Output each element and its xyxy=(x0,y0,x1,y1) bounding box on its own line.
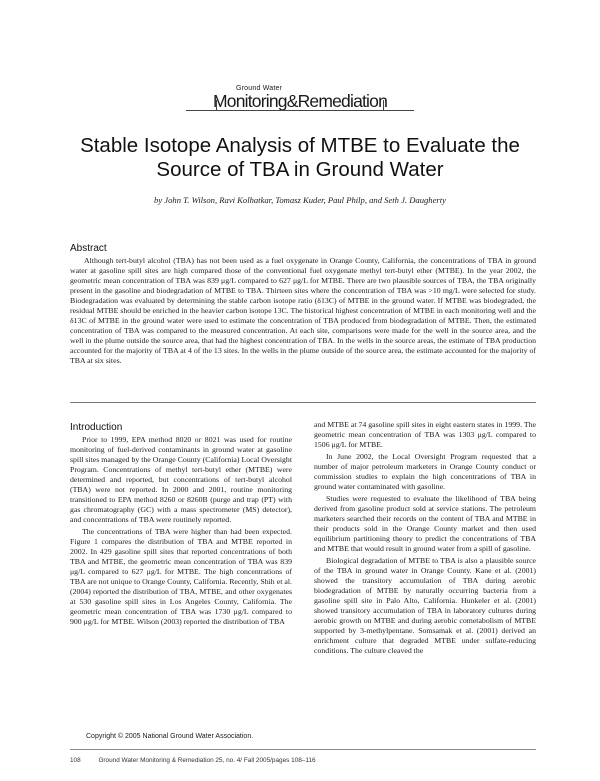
masthead-small-text: Ground Water xyxy=(236,85,283,92)
body-column-left xyxy=(70,435,292,629)
introduction-heading: Introduction xyxy=(70,422,123,433)
article-title: Stable Isotope Analysis of MTBE to Evaluate the Source of TBA in Ground Water xyxy=(80,134,520,181)
footer-rule xyxy=(70,749,536,750)
masthead-tick-left xyxy=(216,100,217,110)
masthead-rule xyxy=(186,110,414,111)
masthead-tick-right xyxy=(383,100,384,110)
abstract-heading: Abstract xyxy=(70,243,107,254)
paragraph: In June 2002, the Local Oversight Program requested that a number of major petroleum marketers in Orange County conduct or commission studies to explain the high concentrations of TBA in ground water contaminated with gasoline. xyxy=(314,452,536,491)
paragraph: Prior to 1999, EPA method 8020 or 8021 was used for routine monitoring of fuel-derived contaminants in ground water at gasoline spill sites managed by the Orange County (California) Local Oversight Program. Concentrations of methyl tert-butyl ether (MTBE) were determined and reported, but concentrations of tert-butyl alcohol (TBA) were not reported. In 2000 and 2001, routine monitoring transitioned to EPA method 8260 or 8260B (purge and trap (PT) with gas chromatography (GC) with a mass spectrometer (MS) detector), and concentrations of TBA were routinely reported. xyxy=(70,435,292,524)
paragraph: and MTBE at 74 gasoline spill sites in eight eastern states in 1999. The geometric mean concentration of TBA was 1303 μg/L compared to 1506 μg/L for MTBE. xyxy=(314,420,536,449)
paragraph: Studies were requested to evaluate the likelihood of TBA being derived from gasoline product sold at service stations. The petroleum marketers searched their records on the content of TBA and MTBE in their products sold in the Orange County market and then used equilibrium partitioning theory to predict the concentrations of TBA and MTBE that would result in ground water from a spill of gasoline. xyxy=(314,494,536,553)
copyright-notice: Copyright © 2005 National Ground Water Association. xyxy=(86,733,254,740)
body-column-right xyxy=(314,420,536,658)
section-divider xyxy=(70,402,536,403)
paragraph: Biological degradation of MTBE to TBA is also a plausible source of the TBA in ground water in Orange County. Kane et al. (2001) showed the transitory accumulation of TBA during aerobic biodegradation of MTBE by naturally occurring bacteria from a gasoline spill site in Palo Alto, California. Hunkeler et al. (2001) showed transitory accumulation of TBA in laboratory cultures during aerobic growth on MTBE and during aerobic cometabolism of MTBE supported by 3-methylpentane. Somsamak et al. (2001) derived an enrichment culture that degraded MTBE under sulfate-reducing conditions. The culture cleaved the xyxy=(314,556,536,655)
abstract-text: Although tert-butyl alcohol (TBA) has not been used as a fuel oxygenate in Orange County, California, the concentrations of TBA in ground water at gasoline spill sites are high compared those of the conventional fuel oxygenate methyl tert-butyl ether (MTBE). In the year 2002, the geometric mean concentration of TBA was 839 μg/L compared to 627 μg/L for MTBE. There are two plausible sources of TBA, the TBA originally present in the gasoline and biodegradation of MTBE to TBA. Thirteen sites where the concentration of TBA was >10 mg/L were selected for study. Biodegradation was evaluated by determining the stable carbon isotope ratio (δ13C) of MTBE in the ground water. If MTBE was biodegraded, the residual MTBE should be enriched in the heavier carbon isotope 13C. The historical highest concentration of MTBE in each monitoring well and the δ13C of MTBE in the ground water were used to estimate the concentration of TBA produced from biodegradation of MTBE. Then, the estimated concentration of TBA was compared to the measured concentration. At each site, comparisons were made for the well in the source area, and the well in the plume outside the source area, that had the highest concentration of TBA. In the wells in the source areas, the estimate of TBA production accounted for the majority of TBA at 4 of the 13 sites. In the wells in the plume outside of the source area, the estimate accounted for the majority of TBA at six sites. xyxy=(70,256,536,365)
page-number: 108 xyxy=(70,757,81,764)
paragraph: The concentrations of TBA were higher than had been expected. Figure 1 compares the distribution of TBA and MTBE reported in 2002. In 429 gasoline spill sites that reported concentrations of both TBA and MTBE, the geometric mean concentration of TBA was 839 μg/L compared to 627 μg/L for MTBE. The high concentrations of TBA are not unique to Orange County, California. Recently, Shih et al. (2004) reported the distribution of TBA, MTBE, and other oxygenates at 530 gasoline spill sites in Los Angeles County, California. The geometric mean concentration of TBA was 1730 μg/L compared to 900 μg/L for MTBE. Wilson (2003) reported the distribution of TBA xyxy=(70,527,292,626)
journal-masthead xyxy=(0,85,600,114)
article-authors: by John T. Wilson, Ravi Kolhatkar, Tomasz Kuder, Paul Philp, and Seth J. Daugherty xyxy=(154,195,446,205)
page-footer xyxy=(70,757,316,764)
journal-citation: Ground Water Monitoring & Remediation 25, no. 4/ Fall 2005/pages 108–116 xyxy=(98,757,316,764)
masthead-title: Monitoring&Remediation xyxy=(212,91,388,111)
